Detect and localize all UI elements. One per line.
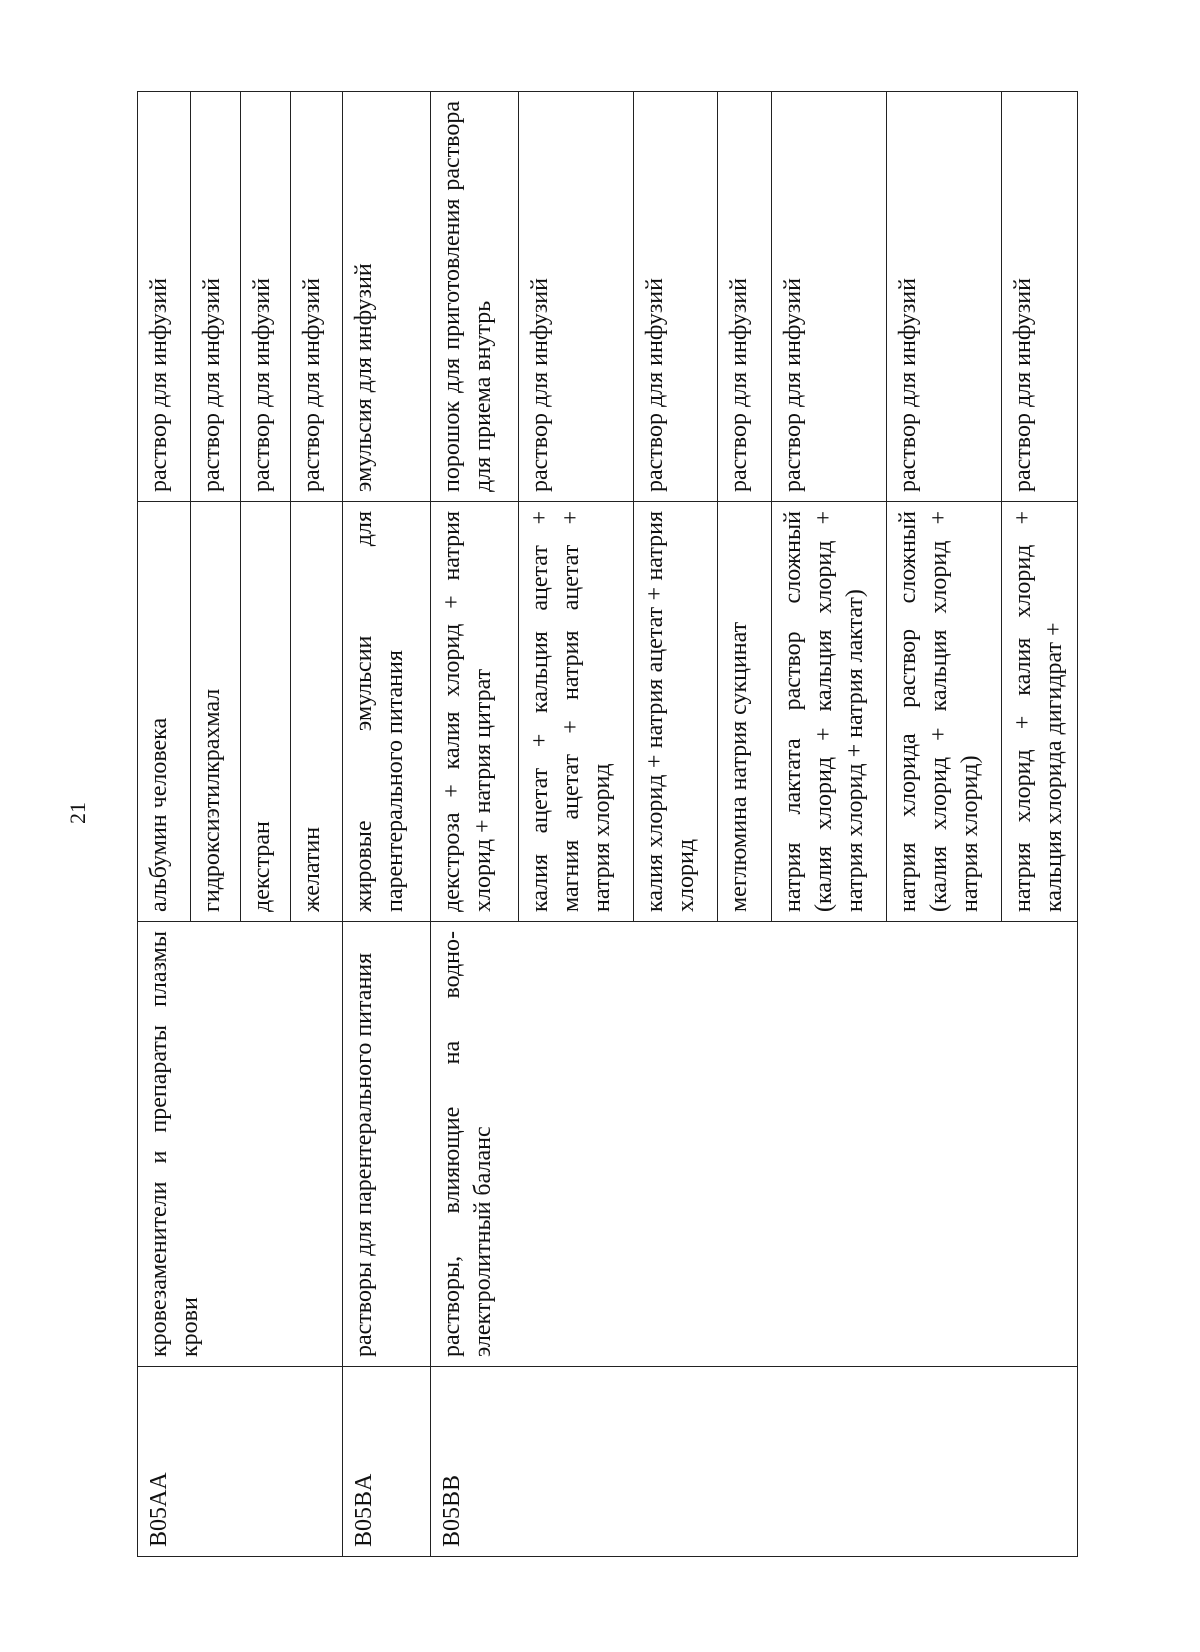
form-cell: порошок для приготовления раствора для приема внутрь: [431, 92, 519, 502]
form-cell: раствор для инфузий: [772, 92, 887, 502]
substance-cell: натрия лактата раствор сложный (калия хлорид + кальция хлорид + натрия хлорид + натрия лактат): [772, 502, 887, 922]
group-cell: растворы, влияющие на водно-электролитный баланс: [431, 922, 1078, 1367]
atc-code-cell: B05BA: [343, 1367, 431, 1557]
substance-cell: жировые эмульсии для парентерального питания: [343, 502, 431, 922]
group-cell: растворы для парентерального питания: [343, 922, 431, 1367]
atc-code-cell: B05AA: [138, 1367, 343, 1557]
page-number: 21: [65, 802, 90, 824]
table-row: [343, 92, 431, 1557]
group-cell: кровезаменители и препараты плазмы крови: [138, 922, 343, 1367]
form-cell: раствор для инфузий: [887, 92, 1002, 502]
substance-cell: меглюмина натрия сукцинат: [718, 502, 772, 922]
form-cell: раствор для инфузий: [634, 92, 718, 502]
substance-cell: желатин: [291, 502, 343, 922]
form-cell: раствор для инфузий: [718, 92, 772, 502]
substance-cell: гидроксиэтилкрахмал: [191, 502, 241, 922]
substance-cell: калия хлорид + натрия ацетат + натрия хлорид: [634, 502, 718, 922]
substance-cell: декстроза + калия хлорид + натрия хлорид + натрия цитрат: [431, 502, 519, 922]
substance-cell: альбумин человека: [138, 502, 191, 922]
form-cell: эмульсия для инфузий: [343, 92, 431, 502]
substance-cell: натрия хлорида раствор сложный (калия хлорид + кальция хлорид + натрия хлорид): [887, 502, 1002, 922]
form-cell: раствор для инфузий: [138, 92, 191, 502]
table-row: [138, 92, 191, 1557]
form-cell: раствор для инфузий: [191, 92, 241, 502]
form-cell: раствор для инфузий: [519, 92, 634, 502]
atc-code-cell: B05BB: [431, 1367, 1078, 1557]
form-cell: раствор для инфузий: [291, 92, 343, 502]
substance-cell: натрия хлорид + калия хлорид + кальция хлорида дигидрат +: [1002, 502, 1078, 922]
drug-table-rotated: [137, 92, 1077, 1557]
table-row: [431, 92, 519, 1557]
form-cell: раствор для инфузий: [1002, 92, 1078, 502]
substance-cell: калия ацетат + кальция ацетат + магния ацетат + натрия ацетат + натрия хлорид: [519, 502, 634, 922]
substance-cell: декстран: [241, 502, 291, 922]
form-cell: раствор для инфузий: [241, 92, 291, 502]
drug-table: [137, 91, 1078, 1557]
